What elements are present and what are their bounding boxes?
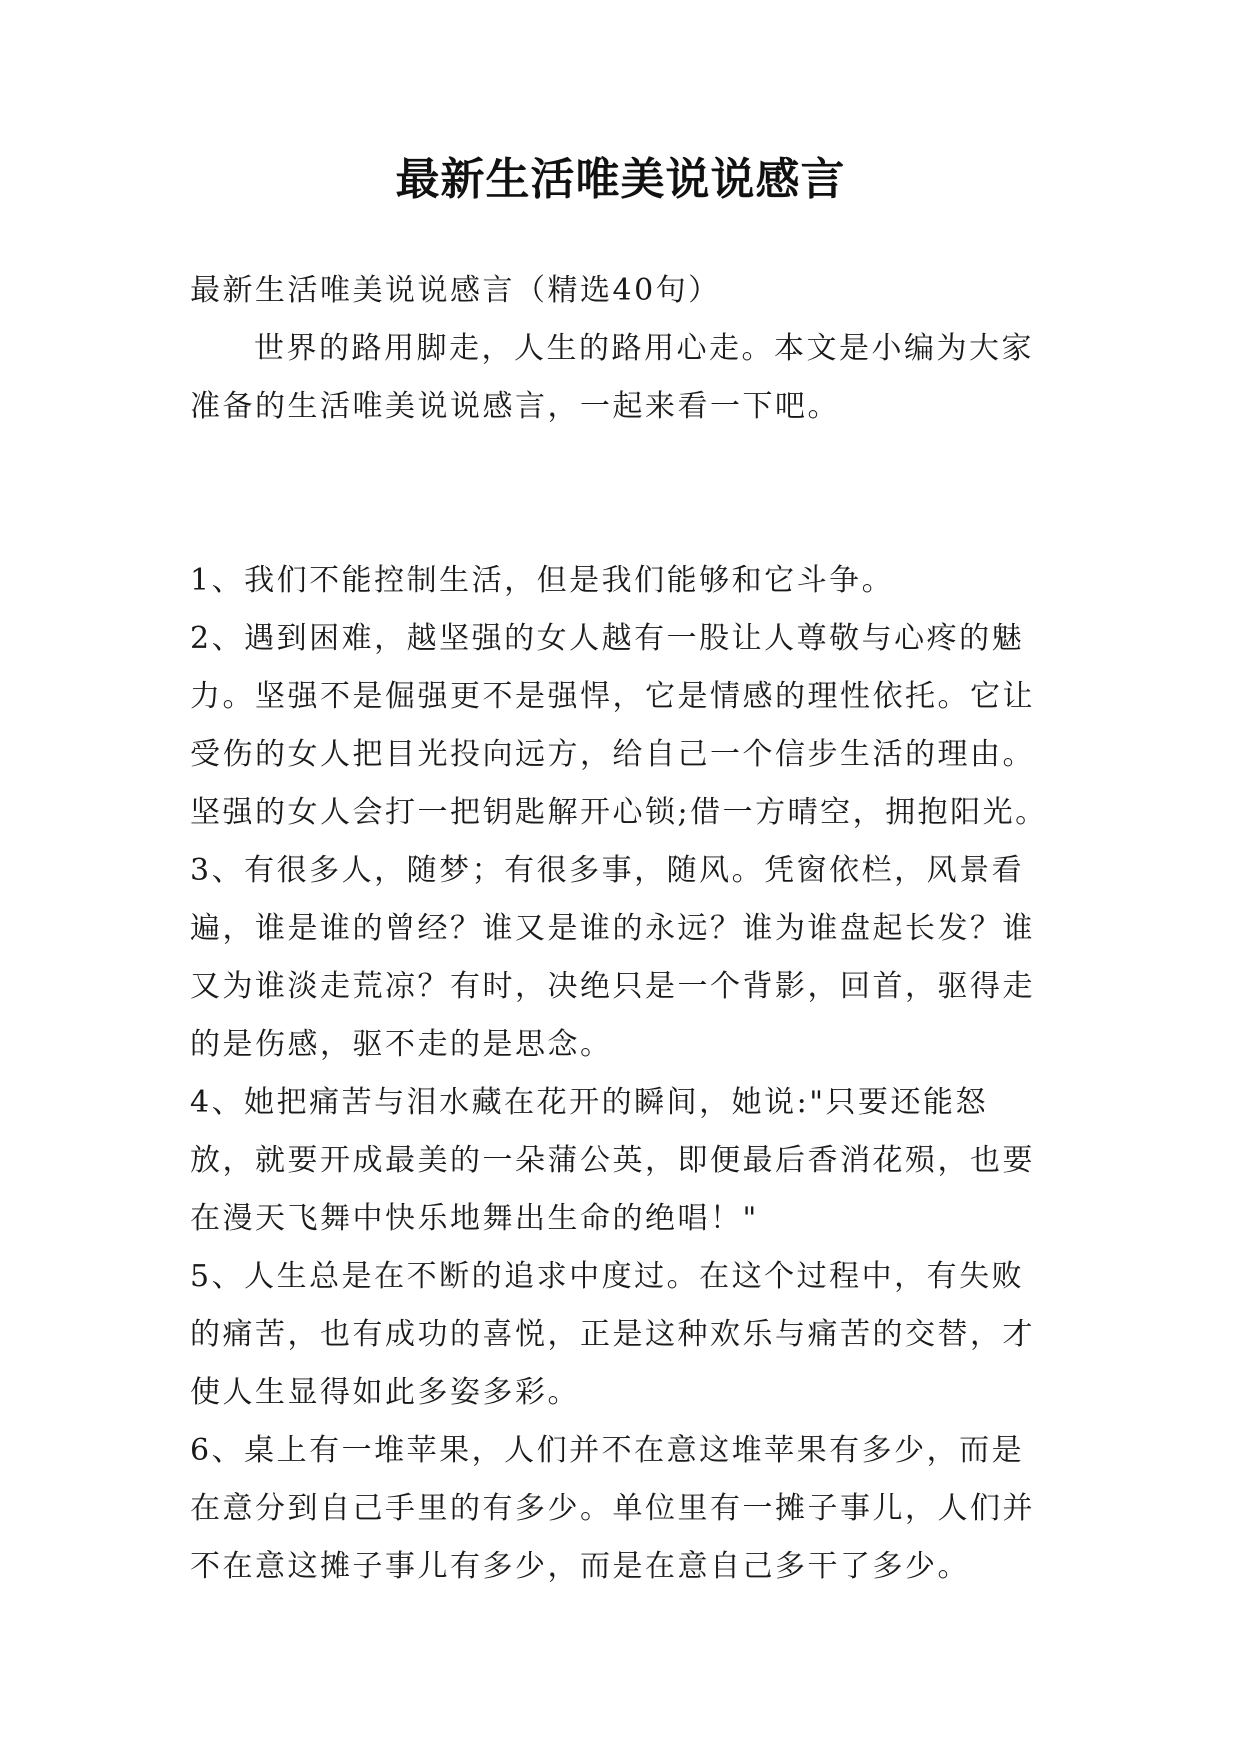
quote-item-1: 1、我们不能控制生活，但是我们能够和它斗争。 [190, 563, 895, 598]
quote-item-4: 4、她把痛苦与泪水藏在花开的瞬间，她说:"只要还能怒放，就要开成最美的一朵蒲公英，即便最后香消花殒，也要在漫天飞舞中快乐地舞出生命的绝唱！" [190, 1085, 1035, 1236]
document-title: 最新生活唯美说说感言 [395, 154, 846, 205]
quote-item-5: 5、人生总是在不断的追求中度过。在这个过程中，有失败的痛苦，也有成功的喜悦，正是这种欢乐与痛苦的交替，才使人生显得如此多姿多彩。 [190, 1259, 1035, 1410]
document-body [190, 262, 1052, 1596]
intro-paragraph: 世界的路用脚走，人生的路用心走。本文是小编为大家准备的生活唯美说说感言，一起来看一下吧。 [190, 331, 1034, 424]
section-spacer [190, 436, 1052, 552]
quote-item-2: 2、遇到困难，越坚强的女人越有一股让人尊敬与心疼的魅力。坚强不是倔强更不是强悍，它是情感的理性依托。它让受伤的女人把目光投向远方，给自己一个信步生活的理由。坚强的女人会打一把钥匙解开心锁;借一方晴空，拥抱阳光。 [190, 621, 1048, 830]
quote-item-6: 6、桌上有一堆苹果，人们并不在意这堆苹果有多少，而是在意分到自己手里的有多少。单位里有一摊子事儿，人们并不在意这摊子事儿有多少，而是在意自己多干了多少。 [190, 1433, 1035, 1584]
quote-item-3: 3、有很多人，随梦；有很多事，随风。凭窗依栏，风景看遍，谁是谁的曾经？谁又是谁的永远？谁为谁盘起长发？谁又为谁淡走荒凉？有时，决绝只是一个背影，回首，驱得走的是伤感，驱不走的是思念。 [190, 853, 1035, 1062]
document-subtitle: 最新生活唯美说说感言（精选40句） [190, 273, 721, 308]
